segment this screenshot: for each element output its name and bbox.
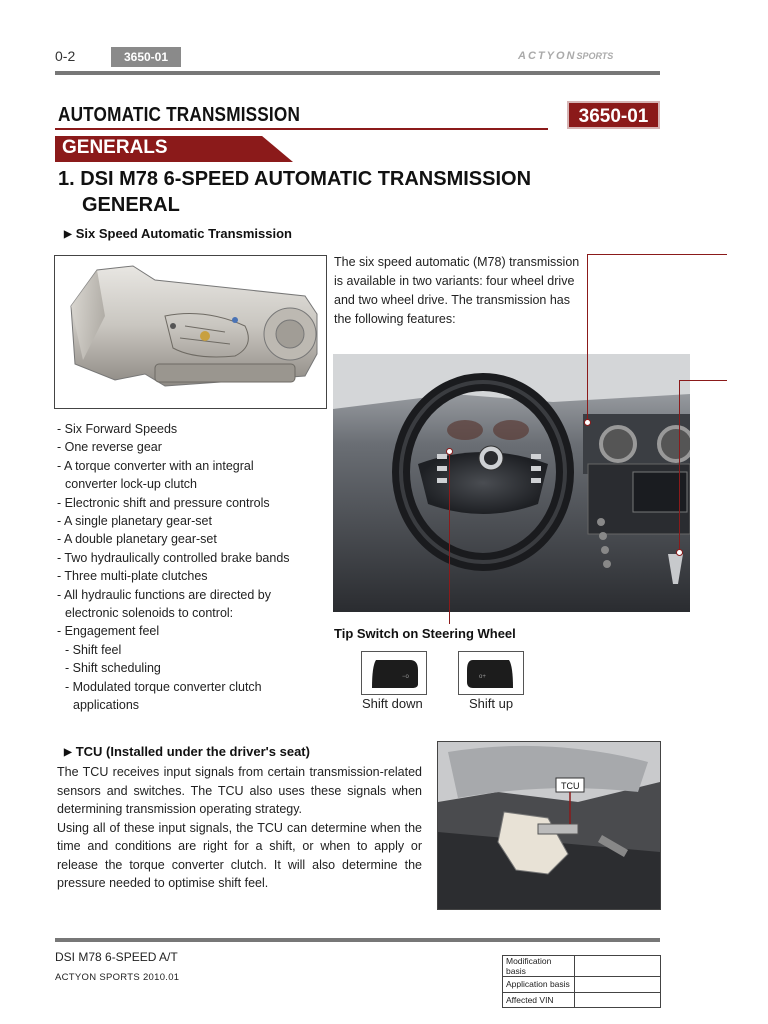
feature-item: - Shift feel: [65, 642, 122, 657]
tcu-description: [57, 763, 422, 893]
modification-value: [575, 956, 661, 977]
tcu-paragraph-2: Using all of these input signals, the TCU can determine when the time and conditions are right for a shift, or when to apply or release the torque converter clutch. It will also determine the pressure needed to optimise shift feel.: [57, 820, 422, 890]
callout-line-top-v: [587, 254, 588, 422]
callout-line-gear-h: [679, 380, 727, 381]
steering-wheel-photo: [333, 354, 690, 612]
steering-wheel-illustration: [333, 354, 690, 612]
generals-label: GENERALS: [62, 137, 168, 158]
modification-label: Affected VIN: [503, 992, 575, 1008]
feature-item: - A torque converter with an integral: [57, 458, 254, 473]
feature-item: - A single planetary gear-set: [57, 514, 212, 529]
section-title: AUTOMATIC TRANSMISSION: [58, 104, 301, 126]
tcu-illustration: [438, 742, 660, 909]
subhead-six-speed: ▶ Six Speed Automatic Transmission: [64, 226, 292, 241]
tip-switch-title: Tip Switch on Steering Wheel: [334, 626, 516, 641]
features-list: [57, 420, 327, 715]
footer-edition: ACTYON SPORTS 2010.01: [55, 972, 180, 983]
footer-divider: [55, 938, 660, 942]
feature-item: - Two hydraulically controlled brake bands: [57, 550, 290, 565]
shift-up-switch-image: [458, 651, 524, 695]
main-heading-line2: GENERAL: [82, 194, 180, 216]
main-heading-line1: 1. DSI M78 6-SPEED AUTOMATIC TRANSMISSION: [58, 168, 532, 190]
modification-row: [503, 992, 661, 1008]
modification-table: [502, 955, 661, 1008]
feature-item: applications: [73, 698, 140, 713]
six-speed-intro: The six speed automatic (M78) transmission is available in two variants: four wheel drive and two wheel drive. The transmission has the following features:: [334, 255, 580, 326]
modification-label: Application basis: [503, 977, 575, 993]
tcu-paragraph-1: The TCU receives input signals from certain transmission-related sensors and switches. The TCU also uses these signals when determining transmission operating strategy.: [57, 765, 422, 816]
feature-item: - Shift scheduling: [65, 661, 161, 676]
callout-line-tip-v: [449, 451, 450, 624]
callout-line-top-h: [587, 254, 727, 255]
feature-item: - Six Forward Speeds: [57, 422, 178, 436]
main-heading: [58, 166, 618, 218]
page-number: 0-2: [55, 48, 76, 64]
feature-item: electronic solenoids to control:: [65, 606, 234, 621]
feature-item: - Modulated torque converter clutch: [65, 679, 262, 694]
feature-item: - All hydraulic functions are directed by: [57, 587, 271, 602]
transmission-illustration: [55, 256, 326, 408]
tcu-photo-label: TCU: [561, 781, 580, 791]
callout-dot-gear: [676, 549, 683, 556]
modification-row: [503, 956, 661, 977]
modification-row: [503, 977, 661, 993]
brand-logo-main: ACTYON: [518, 50, 577, 62]
callout-line-gear-v: [679, 380, 680, 552]
callout-dot-tip: [446, 448, 453, 455]
section-code-badge: 3650-01: [567, 101, 660, 129]
modification-value: [575, 992, 661, 1008]
shift-down-paddle-icon: [362, 652, 426, 694]
svg-text:o+: o+: [479, 674, 486, 680]
brand-logo-sub: SPORTS: [576, 51, 614, 61]
feature-item: - Three multi-plate clutches: [57, 569, 208, 584]
footer-title: DSI M78 6-SPEED A/T: [55, 950, 178, 964]
transmission-photo: [54, 255, 327, 409]
shift-up-paddle-icon: [459, 652, 523, 694]
feature-item: - Engagement feel: [57, 624, 160, 639]
feature-item: - A double planetary gear-set: [57, 532, 217, 547]
shift-down-caption: Shift down: [362, 696, 423, 711]
feature-item: - Electronic shift and pressure controls: [57, 495, 270, 510]
header-divider: [55, 71, 660, 75]
modification-value: [575, 977, 661, 993]
modification-label: Modification basis: [503, 956, 575, 977]
feature-item: converter lock-up clutch: [65, 477, 198, 492]
feature-item: - One reverse gear: [57, 440, 162, 455]
section-title-underline: [55, 128, 548, 130]
subhead-tcu: ▶ TCU (Installed under the driver's seat): [64, 744, 310, 759]
brand-logo: [518, 50, 613, 62]
tcu-photo: [437, 741, 661, 910]
svg-text:−o: −o: [402, 674, 409, 680]
shift-up-caption: Shift up: [469, 696, 514, 711]
header-code-badge: 3650-01: [111, 47, 181, 67]
shift-down-switch-image: [361, 651, 427, 695]
callout-dot-top: [584, 419, 591, 426]
